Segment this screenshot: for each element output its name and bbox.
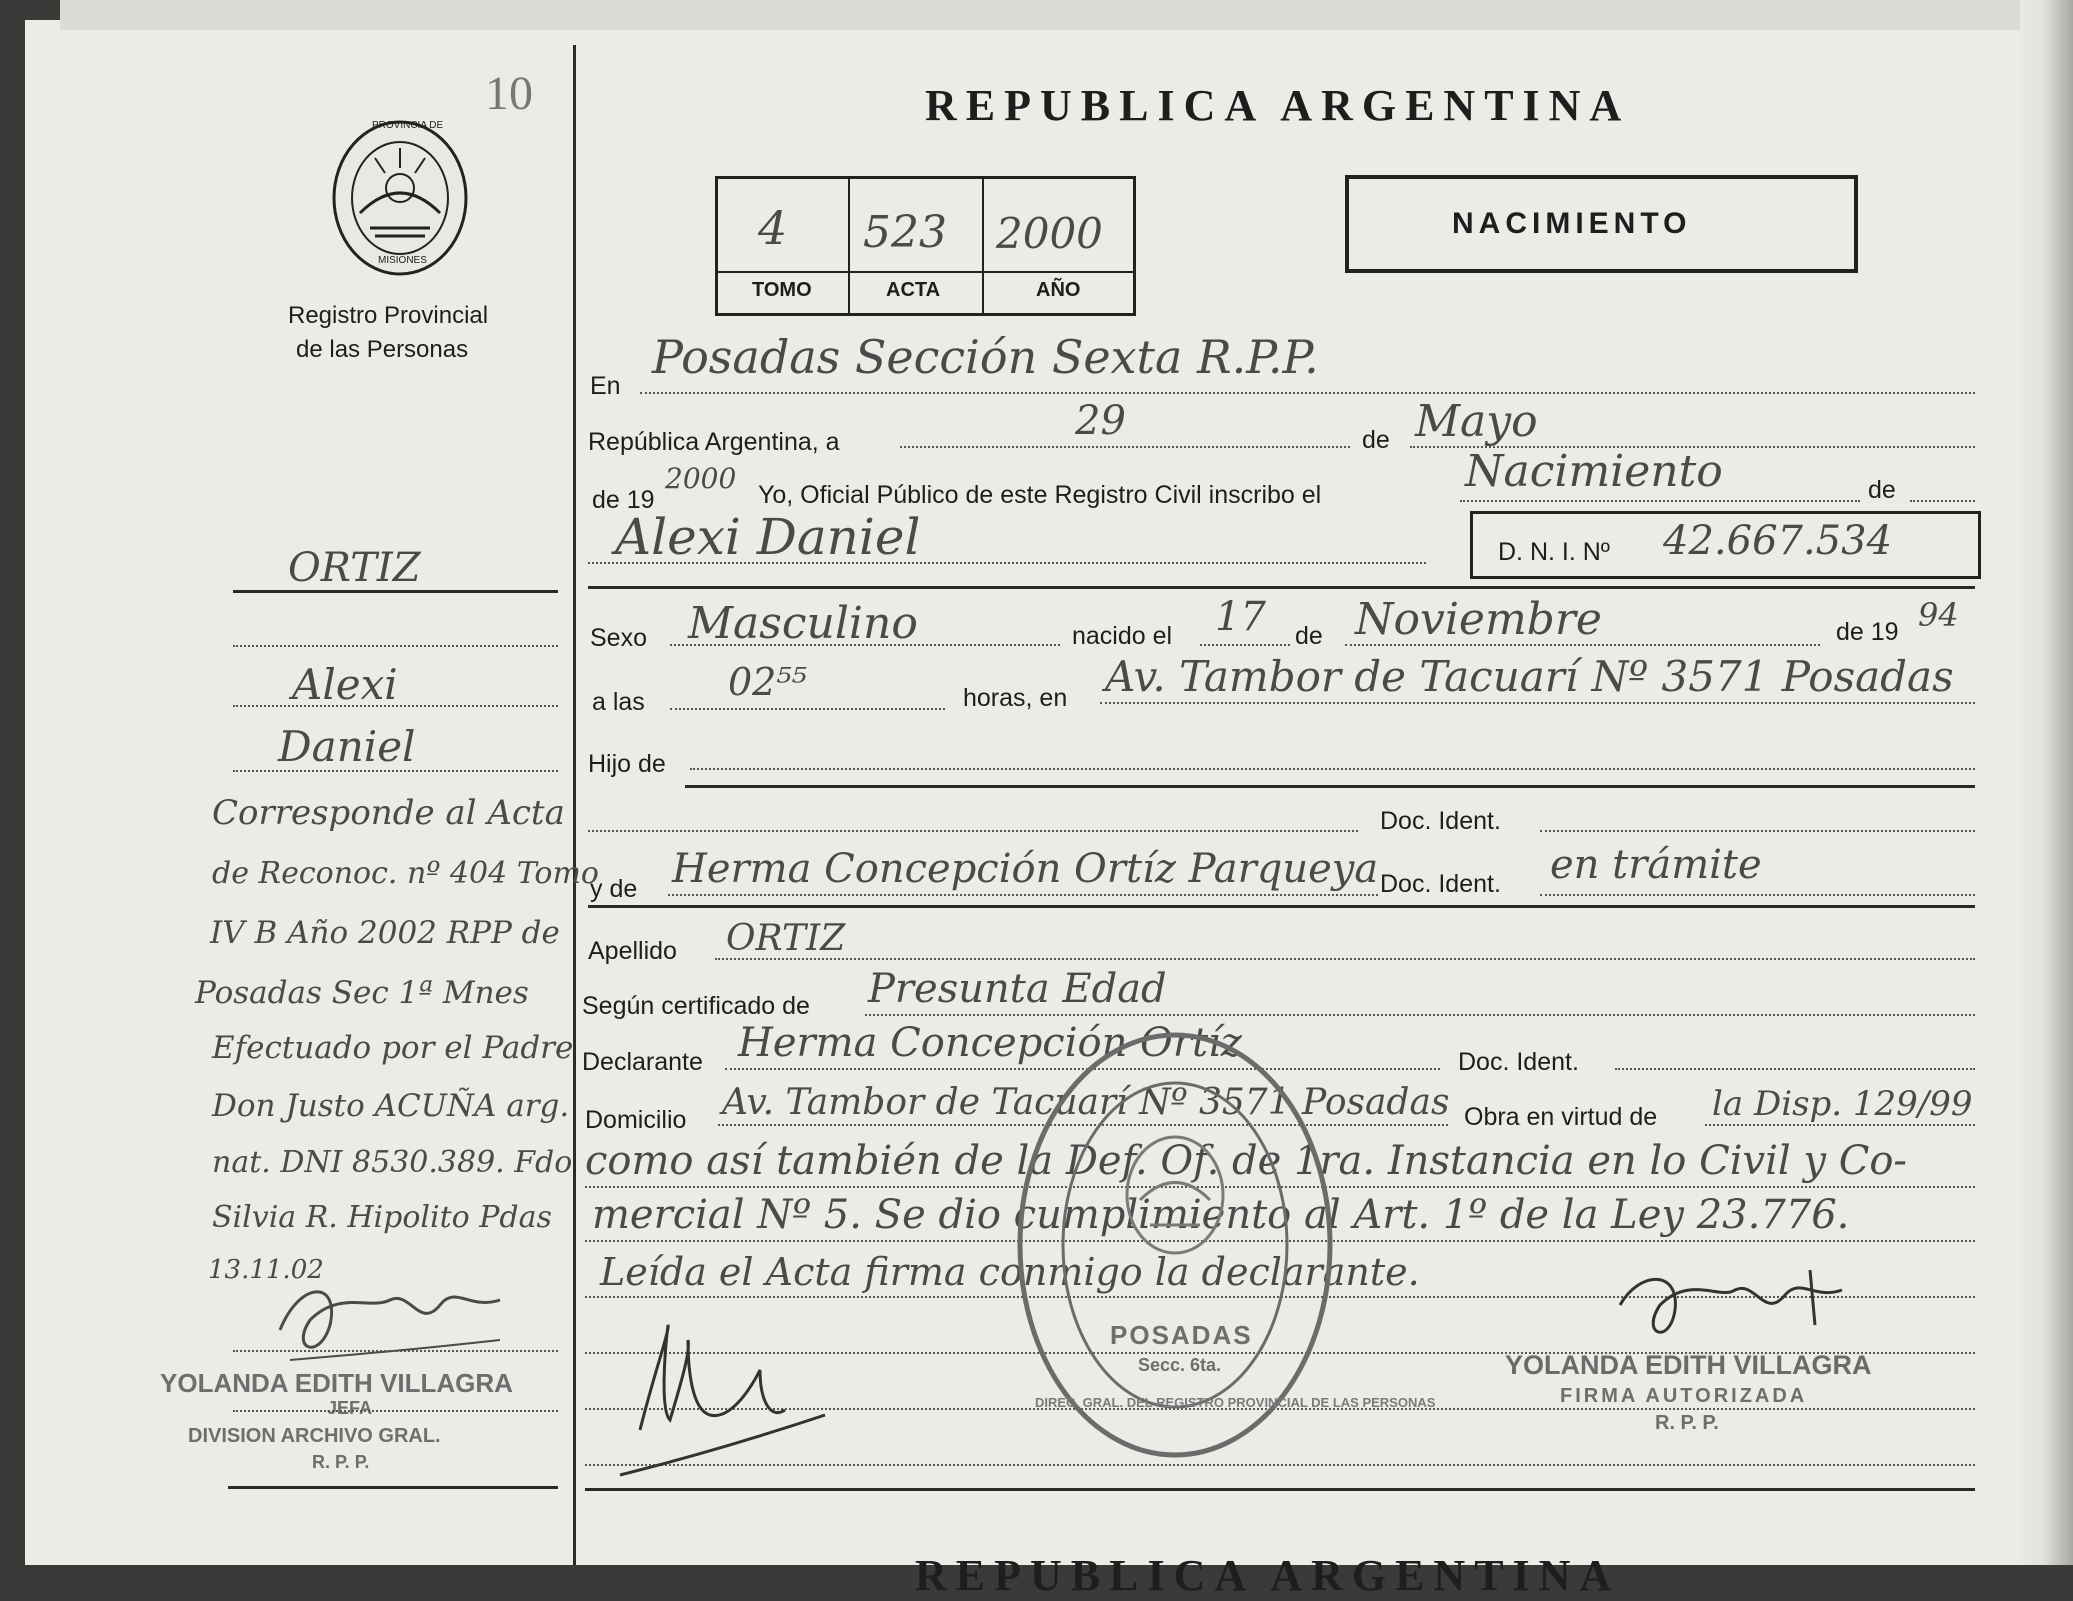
- signature-org: R. P. P.: [1655, 1412, 1719, 1434]
- margin-dots-4: [233, 1350, 558, 1352]
- rule-hijo: [685, 785, 1975, 788]
- value-obra: la Disp. 129/99: [1712, 1084, 1973, 1124]
- notes-line: como así también de la Def. Of. de 1ra. Instancia en lo Civil y Co-: [585, 1138, 1907, 1184]
- margin-note-date: 13.11.02: [208, 1255, 324, 1285]
- value-lugar-nac: Av. Tambor de Tacuarí Nº 3571 Posadas: [1105, 652, 1954, 701]
- label-hijo: Hijo de: [588, 750, 666, 778]
- dots-doc-madre: [1540, 894, 1975, 896]
- rule-bottom: [585, 1488, 1975, 1491]
- value-domicilio: Av. Tambor de Tacuarí Nº 3571 Posadas: [722, 1082, 1450, 1123]
- margin-given-1: Alexi: [292, 660, 398, 709]
- tomo-value: 4: [758, 201, 788, 255]
- record-box-divider: [718, 271, 1133, 273]
- label-alas: a las: [592, 688, 645, 716]
- next-page-title: REPUBLICA ARGENTINA: [915, 1551, 1621, 1600]
- label-de1: de: [1362, 426, 1390, 454]
- dots-nac-mes: [1345, 644, 1820, 646]
- seal-bottom-text: MISIONES: [378, 255, 427, 266]
- margin-surname: ORTIZ: [288, 545, 421, 591]
- margin-note-line: Efectuado por el Padre: [212, 1030, 574, 1066]
- label-docident-1: Doc. Ident.: [1380, 807, 1501, 835]
- dots-de3: [1910, 500, 1975, 502]
- anio-cell: [984, 179, 1133, 313]
- label-dni: D. N. I. Nº: [1498, 538, 1610, 566]
- value-doc-madre: en trámite: [1550, 842, 1762, 888]
- value-declarante: Herma Concepción Ortíz: [738, 1020, 1242, 1066]
- dots-apellido: [715, 958, 1975, 960]
- margin-given-2: Daniel: [278, 722, 416, 771]
- signature-role: FIRMA AUTORIZADA: [1560, 1385, 1808, 1407]
- dots-dia: [900, 446, 1350, 448]
- label-segun: Según certificado de: [582, 992, 810, 1020]
- rule-top: [588, 586, 1975, 589]
- value-apellido: ORTIZ: [726, 918, 846, 959]
- dots-nombre: [588, 562, 1426, 564]
- margin-stamp-role: JEFA: [327, 1398, 373, 1418]
- label-de5: de 19: [1836, 618, 1899, 646]
- margin-bottom-line: [228, 1486, 558, 1489]
- label-sexo: Sexo: [590, 624, 647, 652]
- label-docident-3: Doc. Ident.: [1458, 1048, 1579, 1076]
- label-declarante: Declarante: [582, 1048, 703, 1076]
- value-lugar: Posadas Sección Sexta R.P.P.: [652, 330, 1319, 384]
- margin-dots-2: [233, 705, 558, 707]
- value-nac-mes: Noviembre: [1355, 594, 1602, 645]
- record-number-box: [715, 176, 1136, 316]
- dots-padre-doc: [588, 830, 1358, 832]
- notes-line: Leída el Acta firma conmigo la declarante.: [600, 1250, 1420, 1294]
- dots-lugar-nac: [1100, 702, 1975, 704]
- label-nacido: nacido el: [1072, 622, 1173, 650]
- margin-note-line: IV B Año 2002 RPP de: [210, 915, 560, 951]
- margin-note-line: nat. DNI 8530.389. Fdo: [212, 1145, 573, 1180]
- seal-sub-text: Secc. 6ta.: [1138, 1355, 1222, 1375]
- value-madre: Herma Concepción Ortíz Parqueya: [672, 846, 1379, 892]
- acta-label: ACTA: [886, 279, 941, 301]
- value-dni: 42.667.534: [1663, 518, 1893, 564]
- registry-name-line1: Registro Provincial: [288, 302, 489, 329]
- margin-note-line: Silvia R. Hipolito Pdas: [212, 1200, 552, 1235]
- acta-value: 523: [863, 207, 947, 258]
- record-type-label: NACIMIENTO: [1452, 207, 1692, 240]
- value-hora: 02⁵⁵: [728, 660, 807, 704]
- margin-surname-line: [233, 590, 558, 593]
- signature-name: YOLANDA EDITH VILLAGRA: [1505, 1350, 1872, 1380]
- label-apellido: Apellido: [588, 937, 677, 965]
- label-de2: de 19: [592, 486, 655, 514]
- label-yde: y de: [590, 875, 638, 903]
- seal-top-text: PROVINCIA DE: [372, 120, 444, 131]
- margin-dots-1: [233, 645, 558, 647]
- notes-line: mercial Nº 5. Se dio cumplimiento al Art. 1º de la Ley 23.776.: [592, 1192, 1850, 1238]
- label-republica: República Argentina, a: [588, 428, 840, 456]
- margin-dots-5: [233, 1410, 558, 1412]
- label-yo: Yo, Oficial Público de este Registro Civil inscribo el: [758, 481, 1322, 509]
- anio-value: 2000: [996, 209, 1103, 258]
- dots-lugar: [640, 392, 1975, 394]
- official-signature-icon: [1610, 1265, 1850, 1355]
- value-nac-dia: 17: [1215, 594, 1266, 640]
- province-seal-icon: [330, 118, 470, 278]
- dots-madre: [668, 894, 1378, 896]
- dni-box: [1470, 511, 1981, 579]
- seal-center-text: POSADAS: [1110, 1320, 1253, 1350]
- margin-stamp-division: DIVISION ARCHIVO GRAL.: [188, 1425, 441, 1447]
- label-domicilio: Domicilio: [585, 1106, 687, 1134]
- acta-cell: [849, 179, 984, 313]
- label-obra: Obra en virtud de: [1464, 1103, 1658, 1131]
- margin-note-line: Don Justo ACUÑA arg.: [212, 1088, 570, 1124]
- margin-note-line: Posadas Sec 1ª Mnes: [195, 975, 529, 1011]
- margin-stamp-name: YOLANDA EDITH VILLAGRA: [160, 1368, 513, 1398]
- margin-signature-icon: [270, 1270, 510, 1370]
- value-mes: Mayo: [1415, 396, 1538, 447]
- margin-note-line: Corresponde al Acta: [212, 793, 565, 833]
- dots-nac-dia: [1200, 644, 1290, 646]
- value-inscribo: Nacimiento: [1465, 446, 1723, 497]
- page-edge-top: [60, 0, 2020, 30]
- value-certificado: Presunta Edad: [868, 966, 1167, 1012]
- label-en: En: [590, 372, 621, 400]
- registry-name-line2: de las Personas: [296, 336, 469, 363]
- dots-certificado: [865, 1014, 1975, 1016]
- value-dia: 29: [1075, 398, 1126, 444]
- value-anio: 2000: [665, 462, 737, 495]
- dots-inscribo: [1460, 500, 1860, 502]
- dots-hijo: [690, 768, 1975, 770]
- declarant-signature-icon: [610, 1310, 840, 1480]
- tomo-cell: [718, 179, 850, 313]
- margin-dots-3: [233, 770, 558, 772]
- dots-sexo: [670, 644, 1060, 646]
- column-divider: [573, 45, 576, 1565]
- dots-docident-1: [1540, 830, 1975, 832]
- page-number: 10: [485, 67, 533, 120]
- dots-hora: [670, 708, 945, 710]
- rule-madre: [588, 905, 1975, 908]
- label-horas: horas, en: [963, 684, 1068, 712]
- value-nac-anio: 94: [1918, 596, 1959, 634]
- label-docident-2: Doc. Ident.: [1380, 870, 1501, 898]
- value-nombre: Alexi Daniel: [615, 508, 921, 566]
- country-title: REPUBLICA ARGENTINA: [925, 81, 1631, 130]
- dots-docident-3: [1615, 1068, 1975, 1070]
- tomo-label: TOMO: [752, 279, 812, 301]
- label-de4: de: [1295, 622, 1323, 650]
- margin-note-line: de Reconoc. nº 404 Tomo: [212, 856, 599, 891]
- dots-obra: [1705, 1124, 1975, 1126]
- value-sexo: Masculino: [688, 598, 918, 649]
- seal-ring-text: DIREC. GRAL. DEL REGISTRO PROVINCIAL DE LAS PERSONAS: [1035, 1395, 1436, 1410]
- margin-stamp-org: R. P. P.: [312, 1452, 370, 1472]
- anio-label: AÑO: [1036, 279, 1081, 301]
- record-type-box: [1345, 175, 1858, 273]
- label-de3: de: [1868, 476, 1896, 504]
